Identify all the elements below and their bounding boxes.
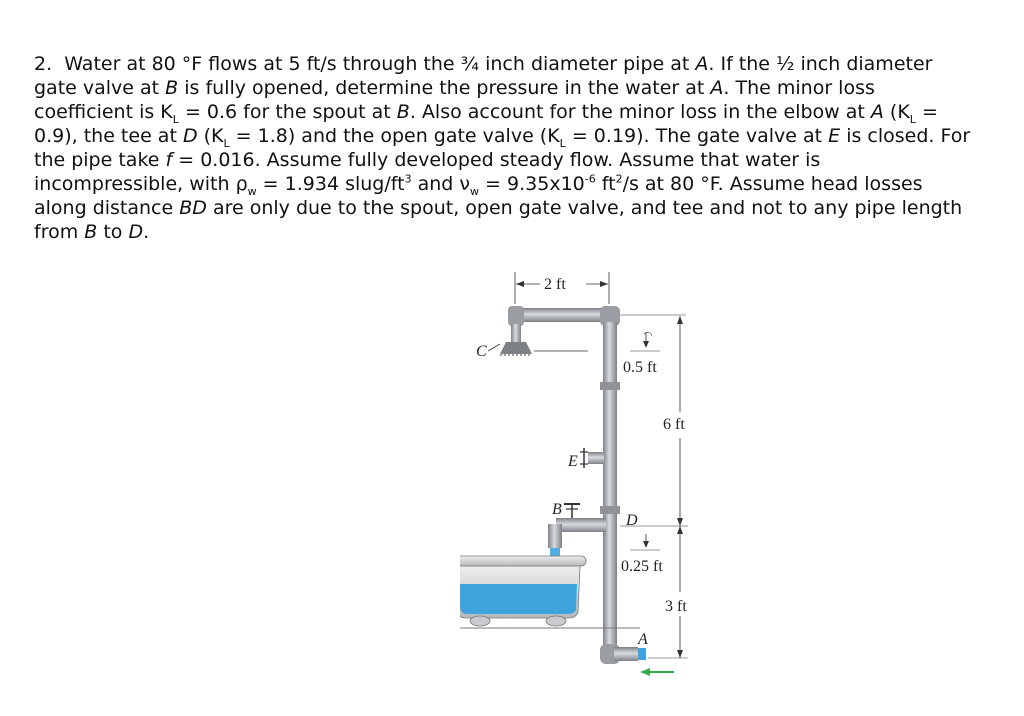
vertical-pipe — [603, 322, 617, 652]
bathtub-pipe-figure — [460, 262, 700, 682]
label-c: C — [476, 343, 487, 360]
spout-b — [548, 524, 562, 548]
problem-number: 2. — [34, 53, 53, 75]
label-b: B — [552, 501, 562, 518]
dim-05ft-label: 0.5 ft — [623, 359, 657, 376]
dim-025ft-label: 0.25 ft — [621, 558, 663, 575]
bathtub — [460, 556, 586, 626]
spout-pipe-b — [556, 518, 606, 532]
dim-2ft-label: 2 ft — [544, 276, 566, 293]
top-pipe — [518, 308, 610, 322]
problem-paragraph: 2. Water at 80 °F flows at 5 ft/s through the ¾ inch diameter pipe at A. If the ½ inch diameter gate valve at B is fully opened, determine the pressure in the water at A. The minor loss coefficient is $K_L = 0.6$ for the spout at B. Also account for the minor loss in the elbow at A $(K_L = 0.9)$, the tee at D $(K_L = 1.8)$ and the open gate valve $(K_L = 0.19)$. The gate valve at E is closed. For the pipe take f = 0.016. Assume fully developed steady flow. Assume that water is incompressible, with $\rho_w = 1.934$ slug/$ft^3$ and $\nu_w = 9.35x10^{-6}$ $ft^2/s$ at 80 °F. Assume head losses along distance BD are only due to the spout, open gate valve, and tee and not to any pipe length from B to D. — [34, 53, 971, 243]
problem-statement — [34, 52, 974, 244]
inlet-pipe-a — [614, 647, 638, 661]
label-d: D — [626, 512, 638, 529]
dim-3ft-label: 3 ft — [665, 598, 687, 615]
gate-valve-e — [588, 452, 604, 464]
shower-head — [500, 342, 532, 354]
dim-6ft-label: 6 ft — [663, 416, 685, 433]
top-left-elbow — [508, 306, 524, 326]
tub-water — [460, 584, 577, 614]
label-a: A — [638, 631, 648, 648]
label-e: E — [568, 453, 578, 470]
dimension-2ft — [515, 272, 609, 304]
